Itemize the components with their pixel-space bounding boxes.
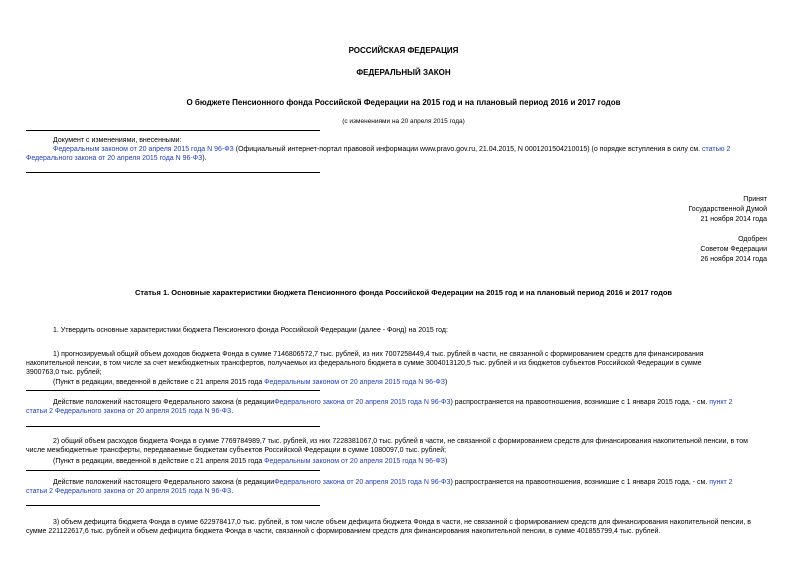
item-1-line-2: накопительной пенсии, в том числе за счет межбюджетных трансфертов, получаемых из федерального бюджета в сумме 3004013120,5 тыс. рублей и из бюджетов субъектов Российской Федерации в сумме	[26, 360, 702, 367]
effect-1-text: Действие положений настоящего Федерального закона (в редакции	[53, 399, 275, 406]
effect-1-point-link[interactable]: пункт 2	[709, 399, 733, 406]
effect-1-end: .	[231, 408, 234, 415]
effect-2-point-link[interactable]: пункт 2	[709, 479, 733, 486]
item-1-note-text: (Пункт в редакции, введенной в действие с 21 апреля 2015 года	[53, 379, 265, 386]
effect-note-1-line-2	[26, 407, 233, 416]
accepted-body: Государственной Думой	[688, 206, 767, 213]
effect-2-text: Действие положений настоящего Федерального закона (в редакции	[53, 479, 275, 486]
effect-2-end: .	[231, 488, 234, 495]
changes-line-1	[53, 145, 768, 154]
divider-effect-1-top	[26, 390, 320, 391]
item-3-line-2: сумме 221122617,6 тыс. рублей и объем дефицита бюджета Фонда в части, связанной с формированием средств для финансирования накопительной пенсии, в сумме 401855799,4 тыс. рублей.	[26, 528, 661, 535]
article-1-heading: Статья 1. Основные характеристики бюджета Пенсионного фонда Российской Федерации на 2015 год и на плановый период 2016 и 2017 годов	[134, 288, 673, 297]
divider-changes-bottom	[26, 172, 320, 173]
effect-note-2-line-1	[53, 478, 733, 487]
item-2-note-text: (Пункт в редакции, введенной в действие с 21 апреля 2015 года	[53, 458, 265, 465]
changes-line-2	[26, 154, 207, 163]
item-3-line-1: 3) объем дефицита бюджета Фонда в сумме 622978417,0 тыс. рублей, в том числе объем дефицита бюджета Фонда в части, не связанной с формированием средств для финансирования накопительной пенсии, в	[53, 519, 751, 526]
effect-1-law-link[interactable]: Федерального закона от 20 апреля 2015 года N 96-ФЗ	[274, 399, 451, 406]
document-title: О бюджете Пенсионного фонда Российской Федерации на 2015 год и на плановый период 2016 и 2017 годов	[186, 98, 621, 107]
accepted-date: 21 ноября 2014 года	[700, 216, 767, 223]
divider-effect-2-top	[26, 470, 320, 471]
item-1-note-link[interactable]: Федеральным законом от 20 апреля 2015 года N 96-ФЗ	[264, 379, 445, 386]
item-1-line-1: 1) прогнозируемый общий объем доходов бюджета Фонда в сумме 7146806572,7 тыс. рублей, из них 7007258449,4 тыс. рублей в части, не связанной с формированием средств для финансирования	[53, 351, 704, 358]
revision-note: (с изменениями на 20 апреля 2015 года)	[342, 118, 465, 125]
changes-source-text: (Официальный интернет-портал правовой информации www.pravo.gov.ru, 21.04.2015, N 0001201504210015) (о порядке вступления в силу см.	[233, 146, 703, 153]
amending-law-link[interactable]: Федеральным законом от 20 апреля 2015 года N 96-ФЗ	[53, 146, 234, 153]
approved-body: Советом Федерации	[700, 246, 767, 253]
amending-law-link-2[interactable]: Федерального закона от 20 апреля 2015 года N 96-ФЗ	[26, 155, 203, 162]
item-1-note	[53, 378, 447, 387]
item-2-note-link[interactable]: Федеральным законом от 20 апреля 2015 года N 96-ФЗ	[264, 458, 445, 465]
effect-2-text-2: ) распространяется на правоотношения, возникшие с 1 января 2015 года, - см.	[450, 479, 710, 486]
item-1-note-end: )	[444, 379, 448, 386]
item-2-note-end: )	[444, 458, 448, 465]
effect-2-article-link[interactable]: статьи 2 Федерального закона от 20 апреля 2015 года N 96-ФЗ	[26, 488, 232, 495]
divider-effect-1-bottom	[26, 426, 320, 427]
effect-note-2-line-2	[26, 487, 233, 496]
country-heading: РОССИЙСКАЯ ФЕДЕРАЦИЯ	[348, 46, 459, 55]
effect-1-article-link[interactable]: статьи 2 Федерального закона от 20 апреля 2015 года N 96-ФЗ	[26, 408, 232, 415]
effect-note-1-line-1	[53, 398, 733, 407]
effect-2-law-link[interactable]: Федерального закона от 20 апреля 2015 года N 96-ФЗ	[274, 479, 451, 486]
accepted-label: Принят	[743, 196, 767, 203]
approved-label: Одобрен	[738, 236, 767, 243]
changes-label: Документ с изменениями, внесенными:	[53, 137, 182, 144]
item-2-line-2: числе межбюджетные трансферты, передаваемые бюджетам субъектов Российской Федерации в сумме 1080097,0 тыс. рублей;	[26, 447, 447, 454]
item-1-line-3: 3900763,0 тыс. рублей;	[26, 369, 102, 376]
changes-end-text: ).	[202, 155, 207, 162]
effect-1-text-2: ) распространяется на правоотношения, возникшие с 1 января 2015 года, - см.	[450, 399, 710, 406]
item-2-line-1: 2) общий объем расходов бюджета Фонда в сумме 7769784989,7 тыс. рублей, из них 7228381067,0 тыс. рублей в части, не связанной с формированием средств для финансирования накопительной пенсии, в том	[53, 438, 748, 445]
item-2-note	[53, 457, 447, 466]
law-type-heading: ФЕДЕРАЛЬНЫЙ ЗАКОН	[356, 68, 451, 77]
paragraph-1: 1. Утвердить основные характеристики бюджета Пенсионного фонда Российской Федерации (далее - Фонд) на 2015 год:	[53, 327, 448, 334]
divider-top	[26, 130, 320, 131]
divider-effect-2-bottom	[26, 505, 320, 506]
approved-date: 26 ноября 2014 года	[700, 256, 767, 263]
article-2-link[interactable]: статью 2	[702, 146, 731, 153]
